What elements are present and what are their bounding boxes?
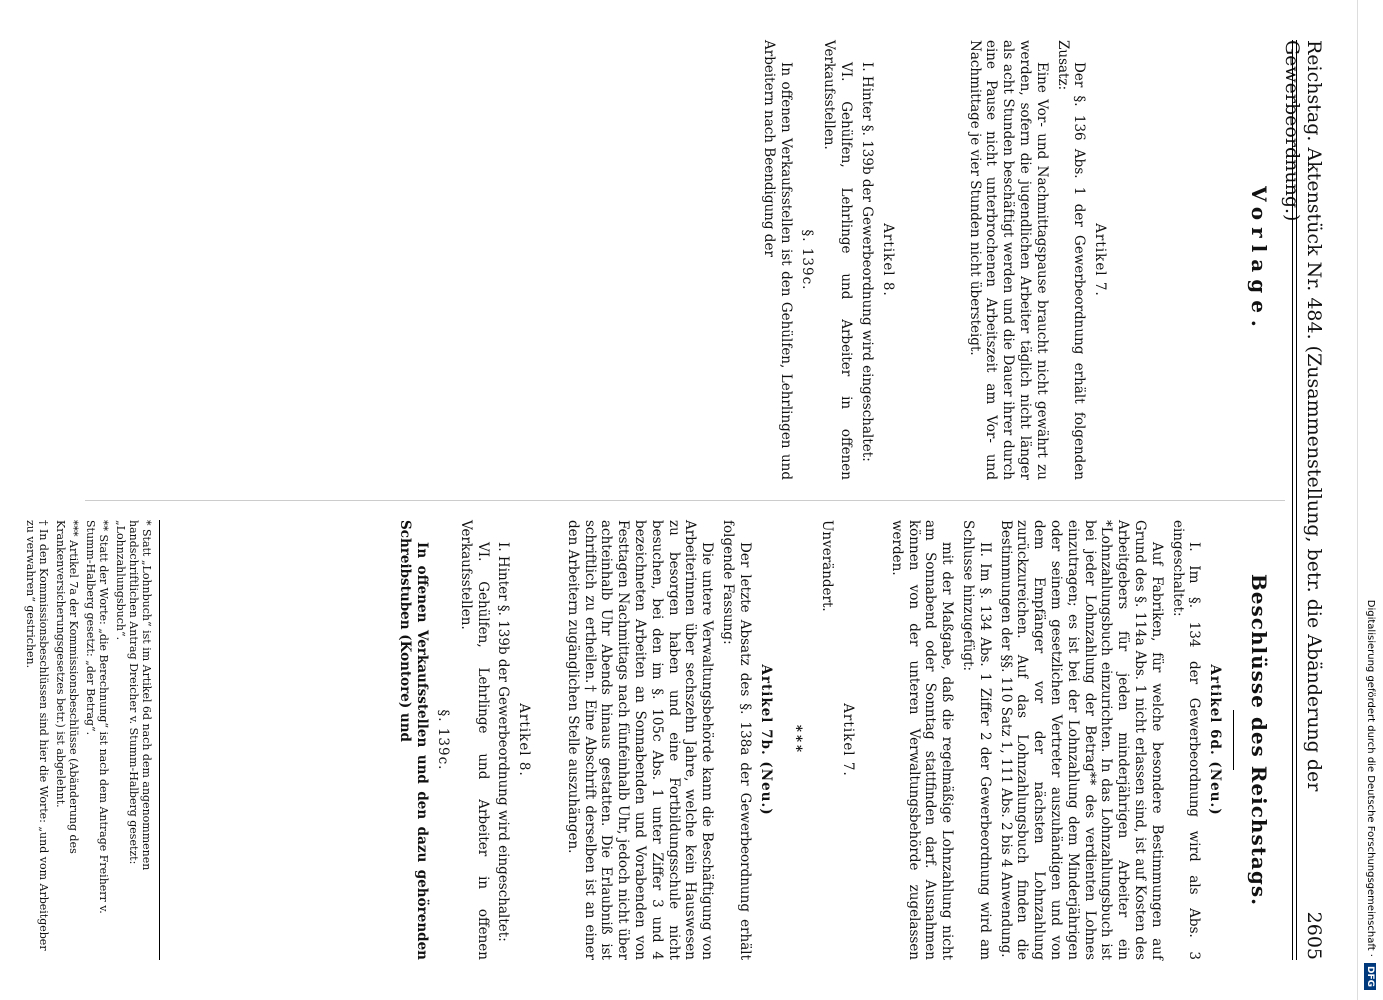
separator-stars: *** bbox=[788, 724, 805, 756]
article-text: In offenen Verkaufsstellen ist den Gehülfen, Lehrlingen und Arbeitern nach Beendigung der bbox=[761, 40, 794, 480]
column-title: Beschlüsse des Reichstags. bbox=[1247, 573, 1271, 907]
header-rule bbox=[1292, 40, 1297, 960]
article-text: Auf Fabriken, für welche besondere Bestimmungen auf Grund des §. 114a Abs. 1 nicht erlassen sind, ist auf Kosten des Arbeitgebers für jeden minderjährigen Arbeiter ein *Lohnzahlungsbuch einzurichten. In das Lohnzahlungsbuch ist bei jeder Lohnzahlung der Betrag** des verdienten Lohnes einzutragen; es ist bei der Lohnzahlung dem Minderjährigen oder seinem gesetzlichen Vertreter auszuhändigen und von dem Empfänger vor der nächsten Lohnzahlung zurückzureichen. Auf das Lohnzahlungsbuch finden die Bestimmungen der §§. 110 Satz 1, 111 Abs. 2 bis 4 Anwendung. bbox=[997, 520, 1165, 960]
credit-text: Digitalisierung gefördert durch die Deutsche Forschungsgemeinschaft · bbox=[1365, 599, 1376, 957]
article-heading: Artikel 8. bbox=[879, 223, 896, 297]
footnotes bbox=[20, 520, 160, 960]
article-heading: Artikel 7. bbox=[840, 703, 857, 777]
article-heading: Artikel 7b. (Neu.) bbox=[757, 664, 774, 816]
article-intro: II. Im §. 134 Abs. 1 Ziffer 2 der Gewerbeordnung wird am Schlusse hinzugefügt: bbox=[960, 520, 993, 960]
article-text: In offenen Verkaufsstellen und den dazu gehörenden Schreibstuben (Kontore) und bbox=[397, 520, 431, 960]
article-text: Unverändert. bbox=[819, 520, 836, 612]
article-intro: I. Hinter §. 139b der Gewerbeordnung wird eingeschaltet: bbox=[859, 62, 876, 462]
footnote: † In den Kommissionsbeschlüssen sind hier die Worte: „und vom Arbeitgeber zu verwahren“ gestrichen. bbox=[24, 520, 50, 951]
title-rule bbox=[1233, 710, 1234, 770]
printed-sheet bbox=[24, 40, 1325, 960]
column-title: Vorlage. bbox=[1247, 186, 1271, 334]
article-text: Eine Vor- und Nachmittagspause braucht nicht gewährt zu werden, sofern die jugendlichen Arbeiter täglich nicht länger als acht Stunden beschäftigt werden und die Dauer ihrer durch eine Pause nicht unterbrochenen Arbeitszeit am Vor- und Nachmittage je vier Stunden nicht übersteigt. bbox=[966, 40, 1050, 480]
article-intro: Der §. 136 Abs. 1 der Gewerbeordnung erhält folgenden Zusatz: bbox=[1054, 40, 1088, 480]
column-vorlage bbox=[756, 40, 1285, 480]
page-header bbox=[1281, 40, 1325, 960]
section-heading: VI. Gehülfen, Lehrlinge und Arbeiter in offenen Verkaufsstellen. bbox=[821, 40, 855, 480]
header-title: Reichstag. Aktenstück Nr. 484. (Zusammenstellung, betr. die Abänderung der Gewerbeordnung.) bbox=[1281, 40, 1325, 792]
article-heading: Artikel 8. bbox=[516, 703, 533, 777]
article-heading: Artikel 7. bbox=[1092, 223, 1109, 297]
article-intro: Der letzte Absatz des §. 138a der Gewerbeordnung erhält folgende Fassung: bbox=[720, 520, 753, 960]
article-text: Die untere Verwaltungsbehörde kann die Beschäftigung von Arbeiterinnen über sechszehn Jahre, welche kein Hauswesen zu besorgen haben und eine Fortbildungsschule nicht besuchen, bei den im §. 105c Abs. 1 unter Ziffer 3 und 4 bezeichneten Arbeiten an Sonnabenden und Vorabenden von Festtagen Nachmittags nach fünfeinhalb Uhr, jedoch nicht über achteinhalb Uhr Abends hinaus gestatten. Die Erlaubniß ist schriftlich zu ertheilen.† Eine Abschrift derselben ist an einer den Arbeitern zugänglichen Stelle auszuhängen. bbox=[564, 520, 716, 960]
paragraph-number: §. 139c. bbox=[798, 229, 815, 291]
column-divider bbox=[85, 500, 1285, 501]
page-number: 2605 bbox=[1303, 911, 1325, 960]
footnote: * Statt „Lohnbuch“ ist im Artikel 6d nach dem angenommenen handschriftlichen Antrag Dreicher v. Stumm-Halberg gesetzt: „Lohnzahlungsbuch“. bbox=[114, 520, 153, 871]
section-heading: VI. Gehülfen, Lehrlinge und Arbeiter in offenen Verkaufsstellen. bbox=[457, 520, 491, 960]
footnote: *** Artikel 7a der Kommissionsbeschlüsse (Abänderung des Krankenversicherungsgesetzes betr.) ist abgelehnt. bbox=[54, 520, 80, 854]
article-text: mit der Maßgabe, daß die regelmäßige Lohnzahlung nicht am Sonnabend oder Sonntag stattfinden darf. Ausnahmen können von der unteren Verwaltungsbehörde zugelassen werden. bbox=[888, 520, 956, 960]
article-heading: Artikel 6d. (Neu.) bbox=[1207, 664, 1224, 816]
article-intro: I. Im §. 134 der Gewerbeordnung wird als Abs. 3 eingeschaltet: bbox=[1169, 520, 1203, 960]
article-intro: I. Hinter §. 139b der Gewerbeordnung wird eingeschaltet: bbox=[495, 542, 512, 942]
dfg-logo: DFG bbox=[1365, 963, 1377, 990]
column-beschluesse bbox=[393, 520, 1285, 960]
footnote: ** Statt der Worte: „die Berechnung“ ist nach dem Antrage Freiherr v. Stumm-Halberg gesetzt: „der Betrag“. bbox=[84, 520, 110, 914]
digitization-credit bbox=[1357, 0, 1383, 1000]
paragraph-number: §. 139c. bbox=[434, 709, 451, 771]
